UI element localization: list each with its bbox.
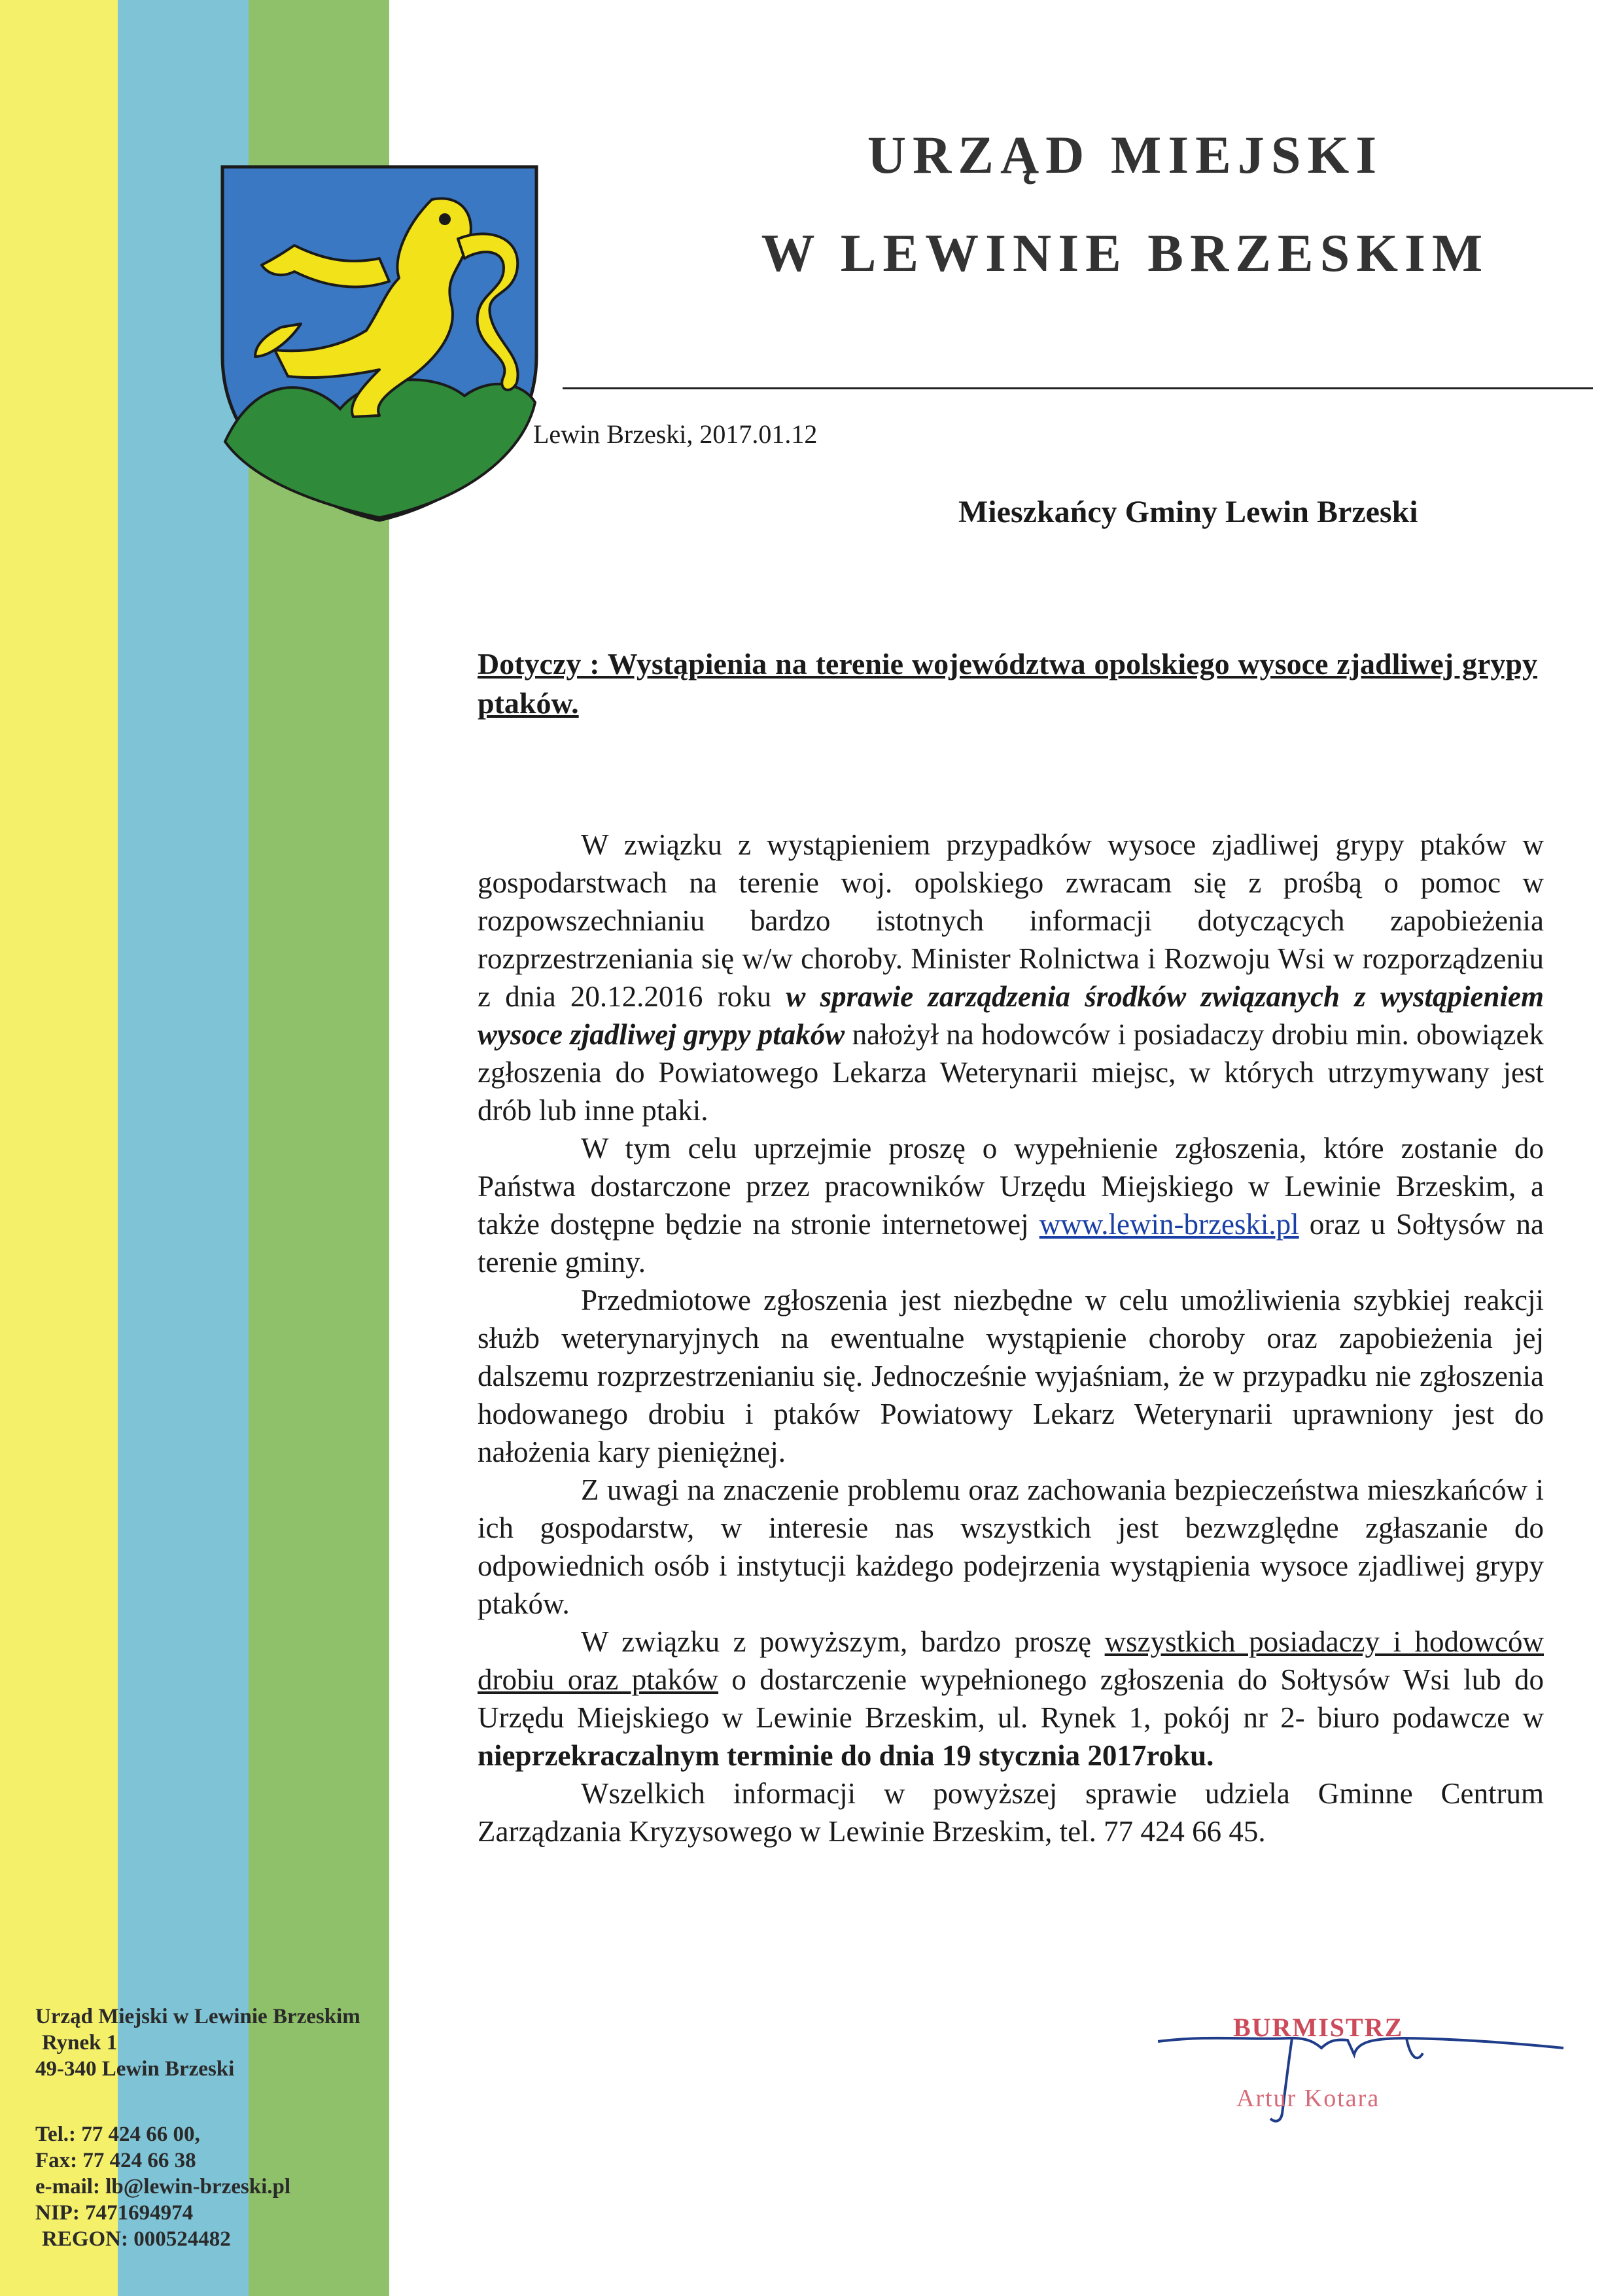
p1-text-c: nałożył na hodowców i posiadaczy drobiu min. obowiązek zgłoszenia do Powiatowego Lekarza Weterynarii miejsc, w których utrzymywany jest drób lub inne ptaki.	[478, 1018, 1544, 1127]
flag-stripe-yellow	[0, 0, 118, 2296]
place-date: Lewin Brzeski, 2017.01.12	[533, 419, 818, 449]
paragraph-3: Przedmiotowe zgłoszenia jest niezbędne w celu umożliwienia szybkiej reakcji służb weterynaryjnych na ewentualne wystąpienie choroby oraz zapobieżenia jej dalszemu rozprzestrzenianiu się. Jednocześnie wyjaśniam, że w przypadku nie zgłoszenia hodowanego drobiu i ptaków Powiatowy Lekarz Weterynarii uprawniony jest do nałożenia kary pieniężnej.	[478, 1284, 1544, 1468]
coat-of-arms-lion-icon	[216, 160, 543, 527]
p1-text-a: W związku z wystąpieniem przypadków wysoce zjadliwej grypy ptaków w gospodarstwach na terenie woj. opolskiego zwracam się z prośbą o pomoc w rozpowszechnianiu bardzo istotnych informacji dotyczących zapobieżenia rozprzestrzeniania się w/w choroby. Minister Rolnictwa i Rozwoju Wsi w rozporządzeniu z dnia 20.12.2016 roku	[478, 828, 1544, 1013]
header-divider	[563, 387, 1593, 389]
p5-text-a: W związku z powyższym, bardzo proszę	[581, 1625, 1105, 1658]
footer-city: 49-340 Lewin Brzeski	[35, 2057, 235, 2081]
paragraph-1	[478, 826, 1544, 1129]
office-title-line1: URZĄD MIEJSKI	[867, 125, 1384, 185]
footer-email: e-mail: lb@lewin-brzeski.pl	[35, 2175, 291, 2199]
paragraph-6: Wszelkich informacji w powyższej sprawie udziela Gminne Centrum Zarządzania Kryzysowego w Lewinie Brzeskim, tel. 77 424 66 45.	[478, 1777, 1544, 1848]
paragraph-2	[478, 1129, 1544, 1281]
p1-regulation-title: w sprawie zarządzenia środków związanych z wystąpieniem wysoce zjadliwej grypy ptaków	[478, 980, 1544, 1051]
footer-street: Rynek 1	[42, 2031, 118, 2055]
footer-regon: REGON: 000524482	[42, 2227, 231, 2251]
p2-text-a: W tym celu uprzejmie proszę o wypełnienie zgłoszenia, które zostanie do Państwa dostarczone przez pracowników Urzędu Miejskiego w Lewinie Brzeskim, a także dostępne będzie na stronie internetowej	[478, 1132, 1544, 1241]
footer-nip: NIP: 7471694974	[35, 2201, 194, 2225]
office-title-line2: W LEWINIE BRZESKIM	[761, 223, 1490, 283]
subject-line: Dotyczy : Wystąpienia na terenie województwa opolskiego wysoce zjadliwej grypy ptaków.	[478, 647, 1537, 720]
footer-contact	[35, 2004, 360, 2252]
footer-fax: Fax: 77 424 66 38	[35, 2149, 196, 2172]
website-link[interactable]: www.lewin-brzeski.pl	[1039, 1208, 1299, 1241]
signature-name: Artur Kotara	[1236, 2085, 1380, 2112]
footer-org: Urząd Miejski w Lewinie Brzeskim	[35, 2005, 360, 2028]
p2-text-b: oraz u Sołtysów na terenie gminy.	[478, 1208, 1544, 1279]
p5-text-b: o dostarczenie wypełnionego zgłoszenia do Sołtysów Wsi lub do Urzędu Miejskiego w Lewinie Brzeskim, ul. Rynek 1, pokój nr 2- biuro podawcze w	[478, 1663, 1544, 1734]
footer-tel: Tel.: 77 424 66 00,	[35, 2123, 200, 2146]
p5-deadline: nieprzekraczalnym terminie do dnia 19 stycznia 2017roku.	[478, 1739, 1214, 1772]
addressee: Mieszkańcy Gminy Lewin Brzeski	[958, 495, 1418, 529]
signature-title: BURMISTRZ	[1233, 2013, 1404, 2042]
paragraph-5	[478, 1623, 1544, 1775]
paragraph-4: Z uwagi na znaczenie problemu oraz zachowania bezpieczeństwa mieszkańców i ich gospodarstw, w interesie nas wszystkich jest bezwzględne zgłaszanie do odpowiednich osób i instytucji każdego podejrzenia wystąpienia wysoce zjadliwej grypy ptaków.	[478, 1474, 1544, 1620]
p5-underlined: wszystkich posiadaczy i hodowców drobiu oraz ptaków	[478, 1625, 1544, 1696]
letter-body	[478, 826, 1544, 1850]
